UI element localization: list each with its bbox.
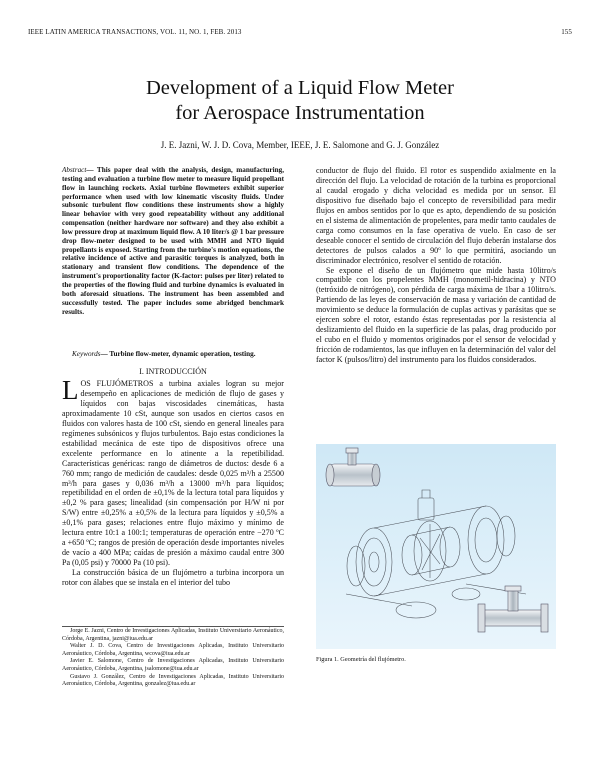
journal-header: IEEE LATIN AMERICA TRANSACTIONS, VOL. 11, NO. 1, FEB. 2013 (28, 28, 242, 36)
title-line-1: Development of a Liquid Flow Meter (145, 77, 454, 99)
figure-caption: Figura 1. Geometría del flujómetro. (316, 656, 406, 663)
intro-paragraph-1: a turbina axiales logran su mejor desempeño en aplicaciones de medición de flujo de gases y líquidos con bajas viscosidades cinemáticas, hasta aproximadamente 10 cSt, aunque son usados en ciertos casos en fluidos con valores hasta de 100 cSt, siendo en general lineales para regímenes subsónicos y flujos turbulentos. Bajo estas condiciones la estabilidad mecánica de este tipo de dispositivos ofrece una excelente performance en lo atinente a la repetibilidad. Características genéricas: rango de diámetros de ductos: desde 6 a 760 mm; rango de medición de caudales: desde 0,025 m³/h a 25500 m³/h para gases y 0,036 m³/h a 13000 m³/h para líquidos; repetibilidad en el orden de ±0,1% de la lectura total para líquidos y ±0,2 % para gases; linealidad (sin compensación por H/W ni por S/W) entre ±0,25% a ±0,5% de la lectura para líquidos y ±0,5% a ±0,1% para gases; relaciones entre flujo máximo y mínimo de lectura entre 10:1 a 100:1; temperaturas de operación entre −270 ºC a +650 ºC; rangos de presión de operación desde importantes niveles de vacío a 400 MPa; caídas de presión a máximo caudal entre 300 Pa (0,05 psi) y 70000 Pa (10 psi). (62, 379, 284, 568)
abstract-text: — This paper deal with the analysis, design, manufacturing, testing and evaluation a turbine flow meter to measure liquid propellant flow in launching rockets. Axial turbine flowmeters exhibit superior performance when used with low kinematic viscosity fluids. Under subsonic turbulent flow conditions these instruments show a highly linear behavior with very good repeatability without any additional compensation (neither hardware nor software) and they also exhibit a low pressure drop at maximum liquid flow. A 10 liter/s @ 1 bar pressure drop flow-meter designed to be used with MMH and NTO liquid propellants is exposed. Starting from the turbine's motion equations, the relative incidence of active and parasitic torques is analyzed, both in stationary and transient flow conditions. The dependence of the instrument's proportionality factor (K-factor: pulses per liter) related to the properties of the flowing fluid and turbine dynamics is evaluated in both aforesaid situations. The instrument has been assembled and successfully tested. The paper includes some abridged benchmark results. (62, 166, 284, 316)
keywords-text: — Turbine flow-meter, dynamic operation, testing. (100, 350, 256, 358)
footnote-1: Jorge E. Jazni, Centro de Investigaciones Aplicadas, Instituto Universitario Aeronáutico, Córdoba, Argentina, jazni@iua.edu.ar (62, 628, 284, 642)
abstract (62, 166, 284, 316)
abstract-label: Abstract (62, 166, 87, 174)
section-number: I. (139, 367, 144, 376)
title-line-2: for Aerospace Instrumentation (175, 102, 425, 124)
right-paragraph-1: conductor de flujo del fluido. El rotor es suspendido axialmente en la dirección del flujo. La velocidad de rotación de la turbina es proporcional al caudal erogado y dicha velocidad es medida por un sensor. El dispositivo fue diseñado bajo el concepto de reversibilidad para medir flujos en ambos sentidos por lo que es apto, dependiendo de su posición en el sistema de alimentación de propelentes, para medir tanto caudales de carga como consumos en la fase operativa de vuelo. En caso de ser deseable conocer el sentido de circulación del flujo deberán instalarse dos detectores de pulsos calados a 90º lo que permitirá, asociando un discriminador electrónico, resolver el sentido de rotación. (316, 166, 556, 265)
footnote-2: Walter J. D. Cova, Centro de Investigaciones Aplicadas, Instituto Universitario Aeronáutico, Córdoba, Argentina, wcova@iua.edu.ar (62, 643, 284, 657)
footnotes (62, 628, 284, 689)
introduction-body (62, 375, 284, 588)
footnote-3: Javier E. Salomone, Centro de Investigaciones Aplicadas, Instituto Universitario Aeronáutico, Córdoba, Argentina, jsalomone@iua.edu.ar (62, 658, 284, 672)
section-heading (62, 367, 284, 376)
paper-title (0, 76, 600, 126)
flowmeter-geometry-figure (316, 444, 556, 649)
author-list: J. E. Jazni, W. J. D. Cova, Member, IEEE, J. E. Salomone and G. J. González (160, 140, 440, 150)
section-title: INTRODUCCIÓN (145, 367, 207, 376)
page-number: 155 (561, 28, 572, 36)
footnote-4: Gustavo J. González, Centro de Investigaciones Aplicadas, Instituto Universitario Aeronáutico, Córdoba, Argentina, gonzalez@iua.edu.ar (62, 673, 284, 688)
right-column-body (316, 166, 556, 365)
drop-cap: L (62, 375, 79, 405)
flowmeter-drawing (316, 444, 556, 649)
footnote-rule (62, 626, 284, 627)
right-paragraph-2: Se expone el diseño de un flujómetro que mide hasta 10litro/s compatible con los propelentes MMH (monometil-hidracina) y NTO (tetróxido de nitrógeno), con pérdida de carga máxima de 1bar a 10litro/s. Partiendo de las leyes de conservación de masa y variación de cantidad de movimiento se deduce la formulación de cuplas activas y parásitas que se ejercen sobre el rotor, estando éstas representadas por la resistencia al deslizamiento del fluido en la superficie de las palas, drag producido por el cubo en el fluido y momentos originados por el sensor de velocidad y fricción de rodamientos, las que influyen en la determinación del valor del factor K (pulsos/litro) del instrumento para los fluidos considerados. (316, 265, 556, 365)
keywords-label: Keywords (72, 350, 101, 358)
keywords (62, 350, 284, 359)
intro-lead: OS FLUJÓMETROS (80, 379, 154, 388)
intro-paragraph-2: La construcción básica de un flujómetro a turbina incorpora un rotor con álabes que se instala en el interior del tubo (62, 568, 284, 588)
